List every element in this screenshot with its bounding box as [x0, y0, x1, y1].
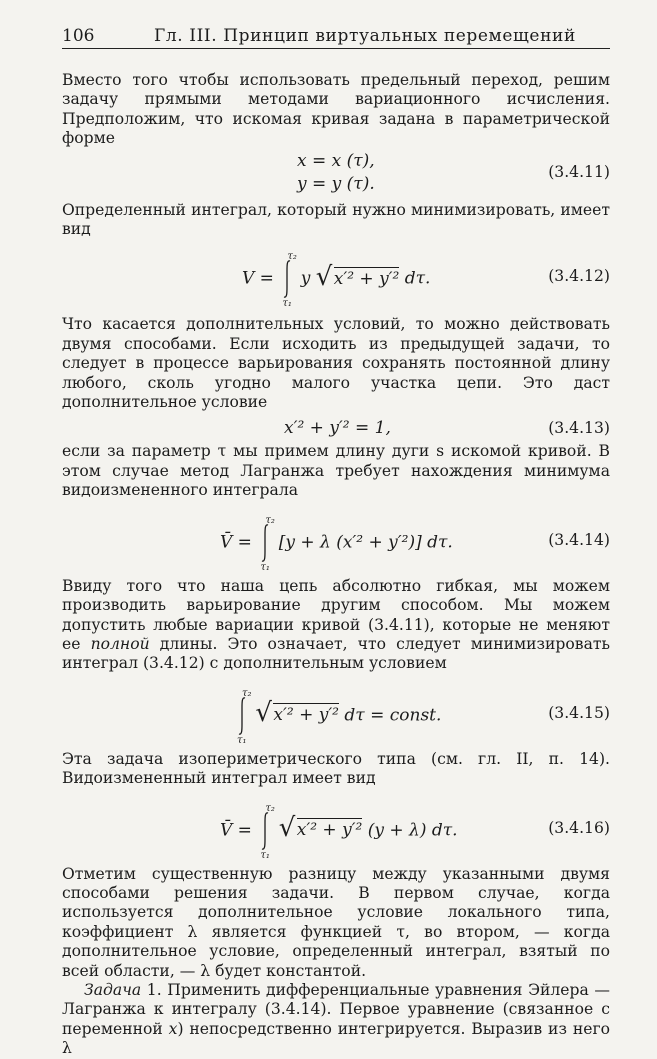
paragraph-7: Отметим существенную разницу между указанными двумя способами решения задачи. В первом случае, когда используется дополнительное условие локального типа, коэффициент λ является функцией τ, во втором, — когда дополнительное условие, определенный интеграл, взятый по всей области, — λ будет константой.: [62, 864, 610, 980]
paragraph-6: Эта задача изопериметрического типа (см. гл. II, п. 14). Видоизмененный интеграл имеет вид: [62, 749, 610, 788]
integral-sign: [279, 251, 297, 310]
equation-lhs: V̄ =: [220, 820, 252, 841]
running-header: [62, 26, 610, 49]
equation-3-4-12: [62, 239, 610, 315]
variable-x: x: [168, 1019, 178, 1038]
equation-3-4-13: [62, 412, 610, 442]
book-page: [62, 26, 610, 1059]
equation-3-4-16: [62, 789, 610, 865]
radicand: x′² + y′²: [333, 268, 400, 289]
radical-sign-icon: √: [278, 813, 296, 844]
paragraph-1: Вместо того чтобы использовать предельный переход, решим задачу прямыми методами вариационного исчисления. Предположим, что искомая кривая задана в параметрической форме: [62, 71, 610, 148]
square-root: [278, 813, 363, 844]
paragraph-8: [62, 981, 610, 1059]
equation-3-4-15: [62, 674, 610, 750]
paragraph-4: если за параметр τ мы примем длину дуги s искомой кривой. В этом случае метод Лагранжа требует нахождения минимума видоизмененного интеграла: [62, 442, 610, 500]
radical-sign-icon: √: [255, 698, 272, 729]
equation-body: x′² + y′² = 1,: [284, 418, 391, 439]
equation-number: (3.4.14): [548, 530, 610, 549]
paragraph-8-text-a: 1. Применить дифференциальные уравнения Эйлера — Лагранжа к интегралу (3.4.14). Первое уравнение (связанное с переменной: [62, 980, 610, 1038]
equation-number: (3.4.15): [548, 703, 610, 722]
equation-body: [220, 802, 458, 861]
equation-lhs: V =: [242, 268, 274, 289]
equation-3-4-14: [62, 501, 610, 577]
equation-number: (3.4.11): [548, 162, 610, 181]
integral-sign: [257, 514, 275, 573]
equation-3-4-11: [62, 149, 610, 201]
integral-lower-limit: τ₁: [282, 298, 292, 310]
integrand-tail: dτ = const.: [344, 705, 442, 726]
integrand-tail: (y + λ) dτ.: [367, 820, 458, 841]
paragraph-2: Определенный интеграл, который нужно минимизировать, имеет вид: [62, 200, 610, 239]
radical-sign-icon: √: [315, 261, 333, 292]
paragraph-5-text-b: длины. Это означает, что следует минимизировать интеграл (3.4.12) с дополнительным условием: [62, 634, 610, 673]
equation-body: [234, 687, 442, 746]
paragraph-8-text-b: ) непосредственно интегрируется. Выразив из него λ: [62, 1019, 610, 1058]
radicand: x′² + y′²: [273, 705, 339, 726]
equation-line: x = x (τ),: [297, 150, 375, 171]
square-root: [255, 698, 339, 729]
integral-sign: [257, 802, 275, 861]
equation-body: [220, 514, 453, 573]
integral-lower-limit: τ₁: [237, 734, 247, 746]
integrand-factor: y: [300, 268, 311, 289]
equation-body: [242, 251, 431, 310]
equation-number: (3.4.12): [548, 267, 610, 286]
integrand-tail: dτ.: [404, 268, 431, 289]
equation-line: y = y (τ).: [297, 173, 375, 194]
integral-lower-limit: τ₁: [260, 561, 270, 573]
integral-upper-limit: τ₂: [265, 514, 275, 526]
paragraph-5-text-a: Ввиду того что наша цепь абсолютно гибкая, мы можем производить варьирование другим способом. Мы можем допустить любые вариации кривой (3.4.11), которые не меняют ее: [62, 576, 610, 653]
problem-label: Задача: [84, 980, 142, 999]
running-title: Гл. III. Принцип виртуальных перемещений: [154, 26, 576, 46]
integral-lower-limit: τ₁: [260, 849, 270, 861]
radicand: x′² + y′²: [296, 820, 363, 841]
equation-number: (3.4.13): [548, 419, 610, 438]
square-root: [315, 261, 400, 292]
equation-number: (3.4.16): [548, 818, 610, 837]
integrand: [y + λ (x′² + y′²)] dτ.: [278, 532, 453, 553]
page-number: 106: [62, 26, 95, 46]
integral-upper-limit: τ₂: [265, 802, 275, 814]
paragraph-5: [62, 577, 610, 674]
integral-sign: [234, 687, 252, 746]
paragraph-3: Что касается дополнительных условий, то можно действовать двумя способами. Если исходить из предыдущей задачи, то следует в процессе варьирования сохранять постоянной длину любого, сколь угодно малого участка цепи. Это даст дополнительное условие: [62, 315, 610, 412]
integral-upper-limit: τ₂: [287, 251, 297, 263]
equation-lhs: V̄ =: [220, 532, 252, 553]
integral-upper-limit: τ₂: [242, 687, 252, 699]
emphasis-word: полной: [90, 634, 150, 653]
